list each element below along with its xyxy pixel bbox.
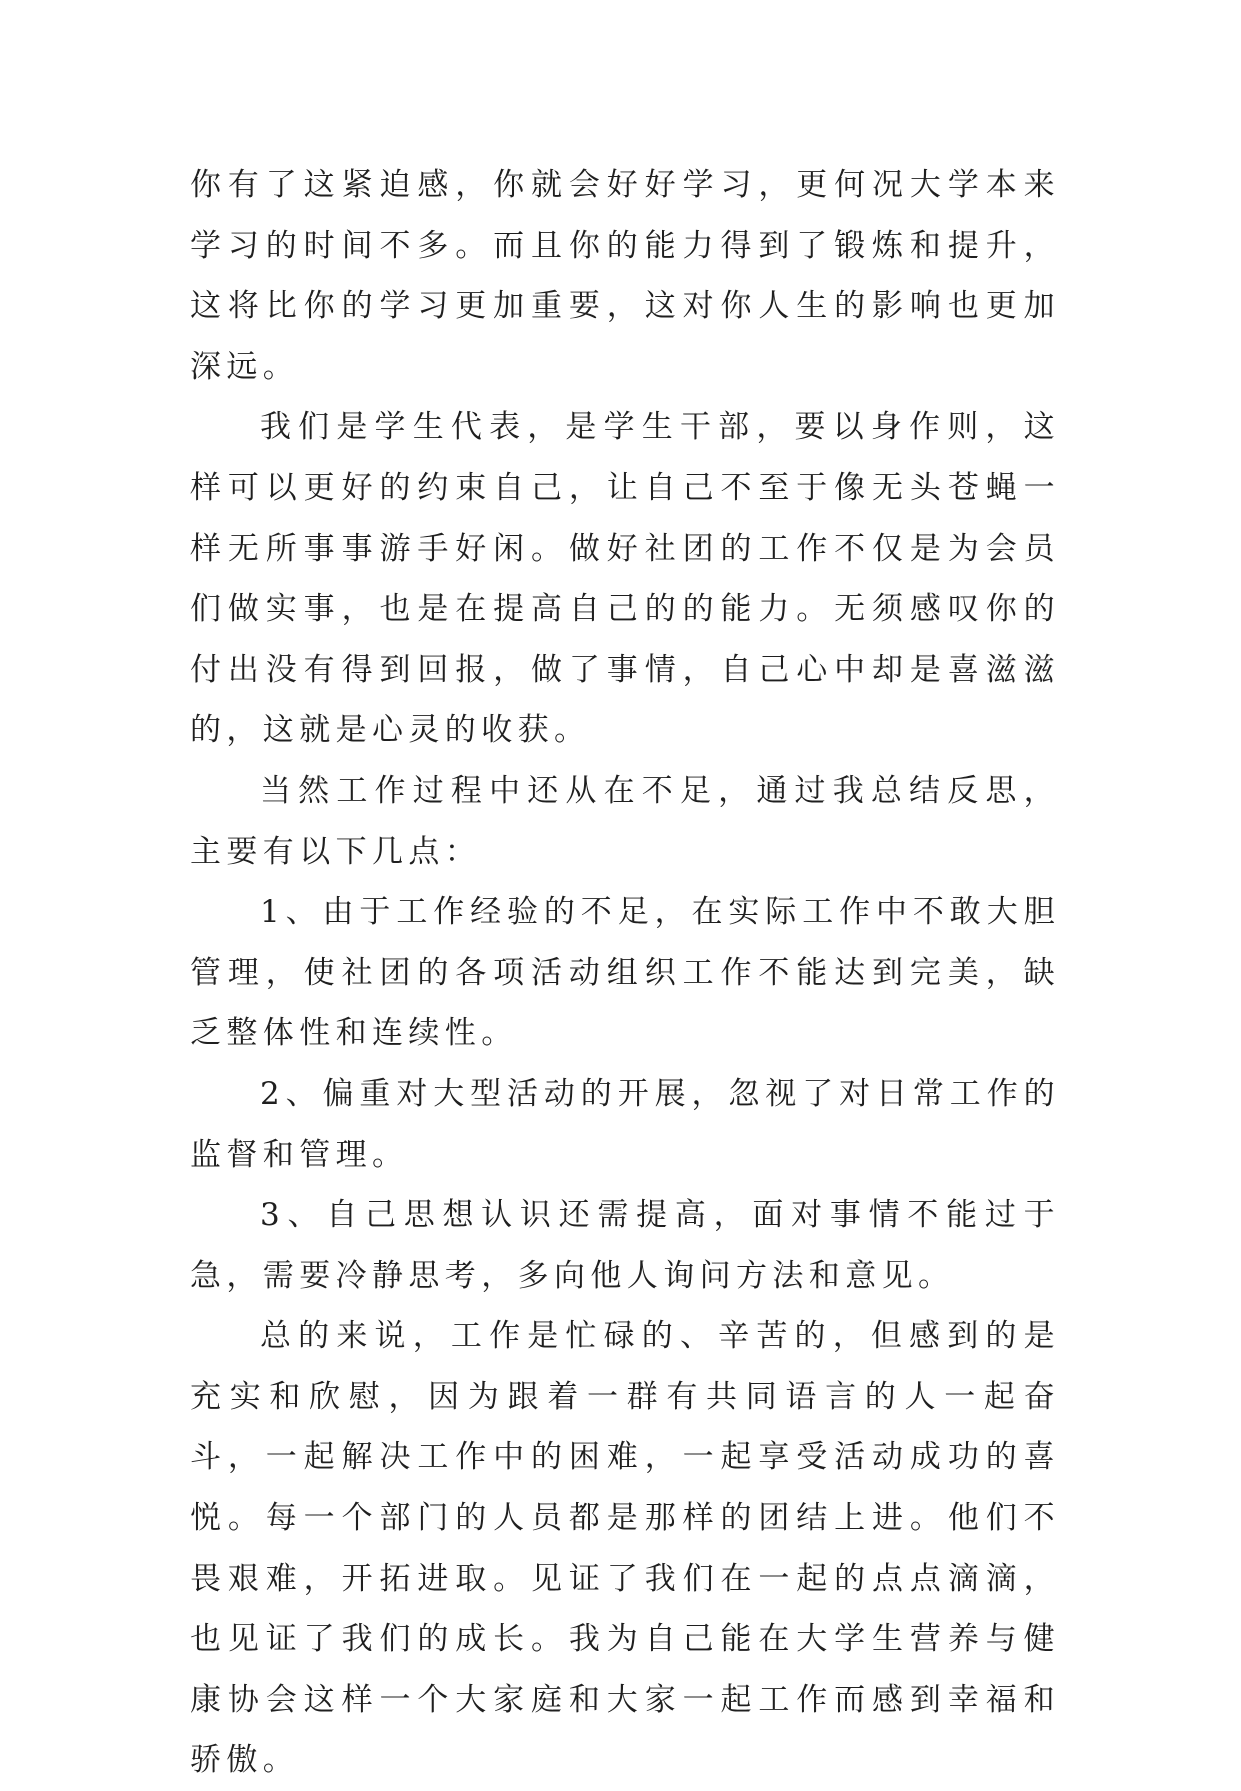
paragraph-point-3: 3、自己思想认识还需提高，面对事情不能过于急，需要冷静思考，多向他人询问方法和意见。 (190, 1197, 1060, 1294)
paragraph-student-leaders: 我们是学生代表，是学生干部，要以身作则，这样可以更好的约束自己，让自己不至于像无头苍蝇一样无所事事游手好闲。做好社团的工作不仅是为会员们做实事，也是在提高自己的的能力。无须感叹你的付出没有得到回报，做了事情，自己心中却是喜滋滋的，这就是心灵的收获。 (190, 409, 1060, 749)
paragraph-shortcomings-intro: 当然工作过程中还从在不足，通过我总结反思，主要有以下几点： (190, 772, 1060, 870)
document-body (190, 155, 1060, 1791)
paragraph-point-1: 1、由于工作经验的不足，在实际工作中不敢大胆管理，使社团的各项活动组织工作不能达到完美，缺乏整体性和连续性。 (190, 894, 1060, 1052)
paragraph-point-2: 2、偏重对大型活动的开展，忽视了对日常工作的监督和管理。 (190, 1075, 1060, 1173)
paragraph-conclusion: 总的来说，工作是忙碌的、辛苦的，但感到的是充实和欣慰，因为跟着一群有共同语言的人一起奋斗，一起解决工作中的困难，一起享受活动成功的喜悦。每一个部门的人员都是那样的团结上进。他们不畏艰难，开拓进取。见证了我们在一起的点点滴滴，也见证了我们的成长。我为自己能在大学生营养与健康协会这样一个大家庭和大家一起工作而感到幸福和骄傲。 (190, 1318, 1060, 1779)
paragraph-continuation: 你有了这紧迫感，你就会好好学习，更何况大学本来学习的时间不多。而且你的能力得到了锻炼和提升，这将比你的学习更加重要，这对你人生的影响也更加深远。 (190, 167, 1060, 385)
